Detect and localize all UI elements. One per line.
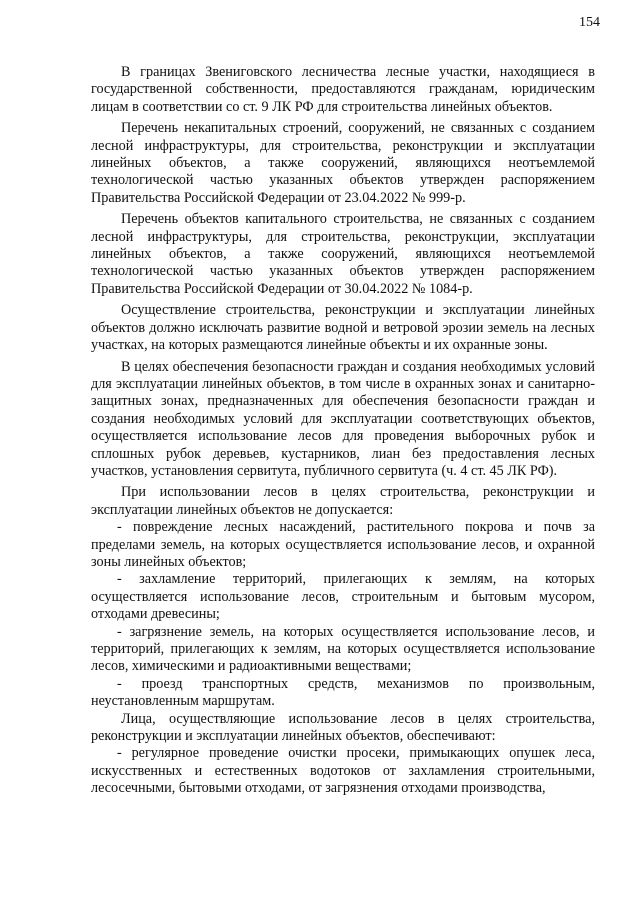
list-item: - регулярное проведение очистки просеки, примыкающих опушек леса, искусственных и естественных водотоков от захламления строительными, лесосечными, бытовыми отходами, от загрязнения отходами производства, [91,745,595,797]
list-item: - захламление территорий, прилегающих к землям, на которых осуществляется использование лесов, строительным и бытовым мусором, отходами древесины; [91,571,595,623]
paragraph-obligations-intro: Лица, осуществляющие использование лесов в целях строительства, реконструкции и эксплуатации линейных объектов, обеспечивают: [91,710,595,745]
paragraph-prohibitions-intro: При использовании лесов в целях строительства, реконструкции и эксплуатации линейных объектов не допускается: [91,484,595,518]
list-item: - повреждение лесных насаждений, растительного покрова и почв за пределами земель, на которых осуществляется использование лесов, и охранной зоны линейных объектов; [91,519,595,570]
list-item: - проезд транспортных средств, механизмов по произвольным, неустановленным маршрутам. [91,675,595,710]
paragraph-capital-list: Перечень объектов капитального строительства, не связанных с созданием лесной инфраструктуры, для строительства, реконструкции, эксплуатации линейных объектов, а также сооружений, являющихся неотъемлемой технологической частью указанных объектов утвержден распоряжением Правительства Российской Федерации от 30.04.2022 № 1084-р. [91,211,595,297]
paragraph-erosion: Осуществление строительства, реконструкции и эксплуатации линейных объектов должно исключать развитие водной и ветровой эрозии земель на лесных участках, на которых размещаются линейные объекты и их охранные зоны. [91,302,595,354]
document-body [91,64,595,798]
paragraph-land-provision: В границах Звенигoвского лесничества лесные участки, находящиеся в государственной собственности, предоставляются гражданам, юридическим лицам в соответствии со ст. 9 ЛК РФ для строительства линейных объектов. [91,64,595,115]
page-number: 154 [579,15,600,30]
list-item: - загрязнение земель, на которых осуществляется использование лесов, и территорий, прилегающих к землям, на которых осуществляется использование лесов, химическими и радиоактивными веществами; [91,623,595,675]
paragraph-noncapital-list: Перечень некапитальных строений, сооружений, не связанных с созданием лесной инфраструктуры, для строительства, реконструкции и эксплуатации линейных объектов, а также сооружений, являющихся неотъемлемой технологической частью указанных объектов утвержден распоряжением Правительства Российской Федерации от 23.04.2022 № 999-р. [91,120,595,206]
paragraph-safety: В целях обеспечения безопасности граждан и создания необходимых условий для эксплуатации линейных объектов, в том числе в охранных зонах и санитарно-защитных зонах, предназначенных для обеспечения безопасности граждан и создания необходимых условий для эксплуатации соответствующих объектов, осуществляется использование лесов для проведения выборочных рубок и сплошных рубок деревьев, кустарников, лиан без предоставления лесных участков, установления сервитута, публичного сервитута (ч. 4 ст. 45 ЛК РФ). [91,358,595,479]
